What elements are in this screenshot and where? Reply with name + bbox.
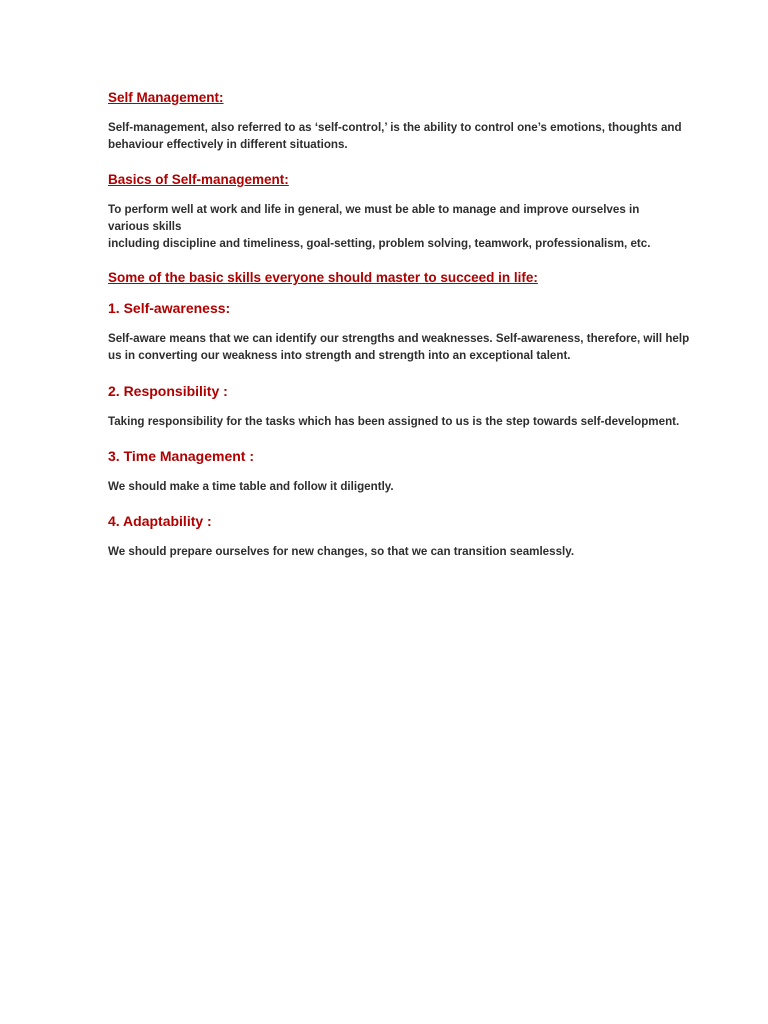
paragraph-line: We should make a time table and follow it diligently. xyxy=(108,480,394,493)
paragraph-adaptability xyxy=(108,543,723,560)
paragraph-line: us in converting our weakness into strength and strength into an exceptional talent. xyxy=(108,349,571,362)
paragraph-line: behaviour effectively in different situations. xyxy=(108,138,348,151)
heading-self-management: Self Management: xyxy=(108,90,224,105)
paragraph-line: Self-management, also referred to as ‘self-control,’ is the ability to control one’s emotions, thoughts and xyxy=(108,121,682,134)
paragraph-time-management xyxy=(108,478,723,495)
paragraph-line: including discipline and timeliness, goal-setting, problem solving, teamwork, professionalism, etc. xyxy=(108,237,651,250)
paragraph-line: Taking responsibility for the tasks which has been assigned to us is the step towards self-development. xyxy=(108,415,680,428)
heading-self-awareness: 1. Self-awareness: xyxy=(108,300,231,316)
paragraph-self-awareness xyxy=(108,330,723,364)
heading-adaptability: 4. Adaptability : xyxy=(108,513,212,529)
paragraph-self-management xyxy=(108,119,723,153)
heading-basic-skills: Some of the basic skills everyone should master to succeed in life: xyxy=(108,270,538,285)
heading-basics-of-self-management: Basics of Self-management: xyxy=(108,172,289,187)
paragraph-line: Self-aware means that we can identify our strengths and weaknesses. Self-awareness, therefore, will help xyxy=(108,332,690,345)
paragraph-line: To perform well at work and life in general, we must be able to manage and improve ourselves in xyxy=(108,203,640,216)
paragraph-line: various skills xyxy=(108,220,182,233)
paragraph-line: We should prepare ourselves for new changes, so that we can transition seamlessly. xyxy=(108,545,575,558)
heading-time-management: 3. Time Management : xyxy=(108,448,255,464)
paragraph-responsibility xyxy=(108,413,723,430)
heading-responsibility: 2. Responsibility : xyxy=(108,383,228,399)
paragraph-basics xyxy=(108,201,723,252)
